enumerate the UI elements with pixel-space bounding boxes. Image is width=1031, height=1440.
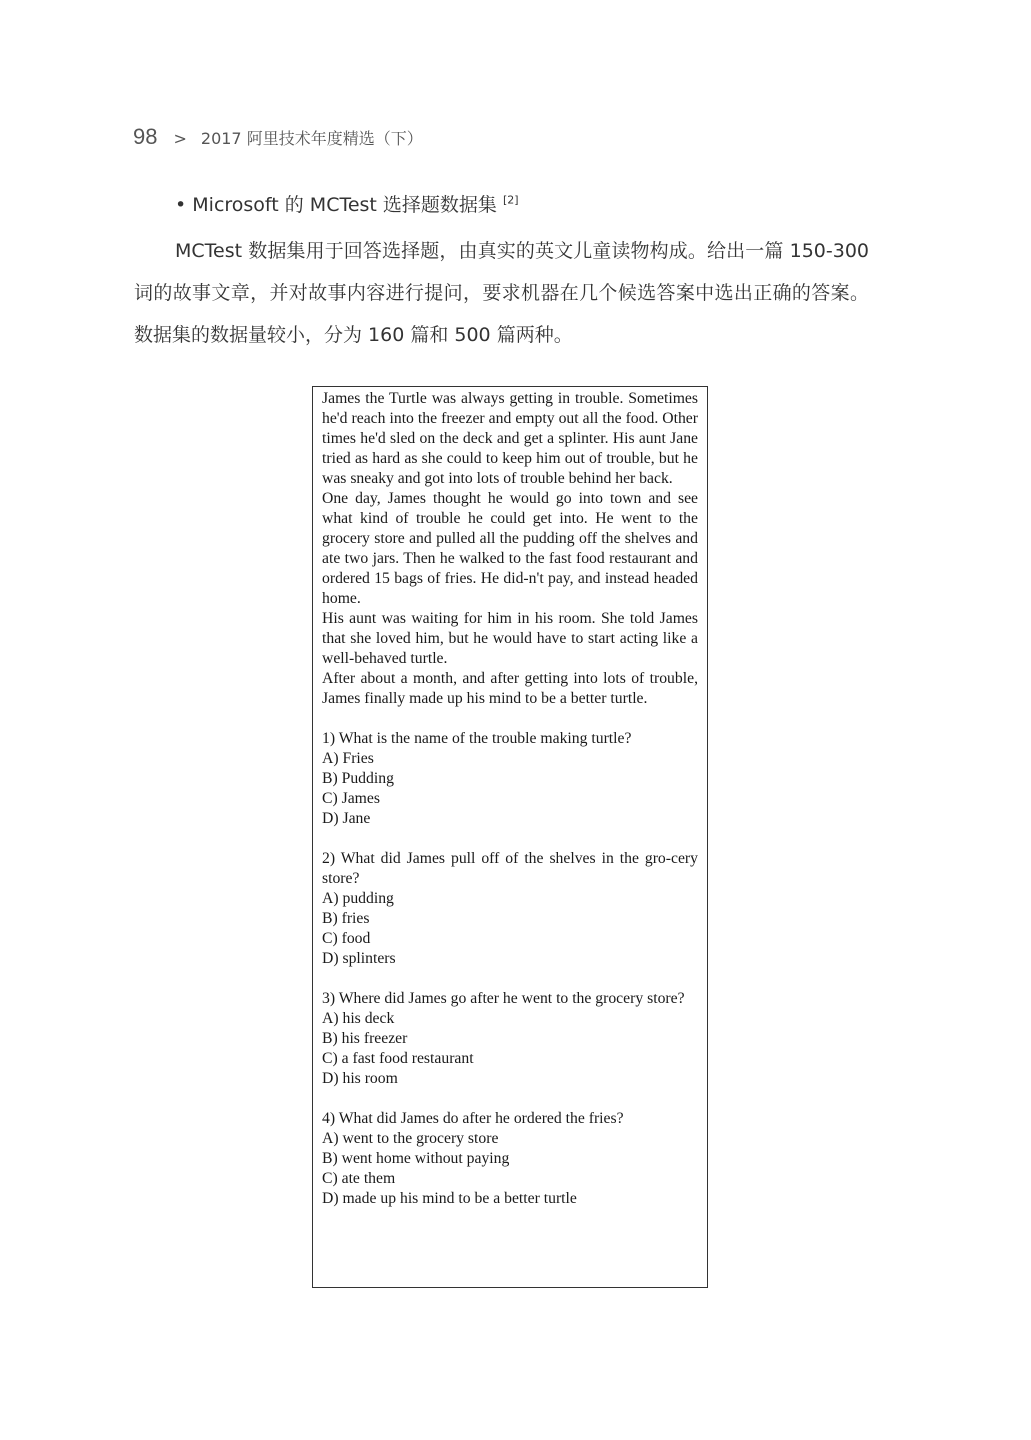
answer-option: C) ate them bbox=[322, 1170, 396, 1187]
answer-option: C) a fast food restaurant bbox=[322, 1050, 474, 1067]
story-text bbox=[322, 389, 698, 709]
answer-option: A) went to the grocery store bbox=[322, 1130, 499, 1147]
section-heading bbox=[175, 190, 519, 217]
header-separator: > bbox=[173, 129, 187, 148]
question-block bbox=[322, 849, 698, 969]
answer-option: D) his room bbox=[322, 1070, 398, 1087]
answer-option: D) splinters bbox=[322, 950, 396, 967]
answer-option: D) made up his mind to be a better turtle bbox=[322, 1190, 577, 1207]
answer-option: B) Pudding bbox=[322, 770, 394, 787]
story-paragraph: His aunt was waiting for him in his room. She told James that she loved him, but he would have to start acting like a well-behaved turtle. bbox=[322, 610, 698, 667]
answer-option: A) his deck bbox=[322, 1010, 395, 1027]
body-paragraph: MCTest 数据集用于回答选择题，由真实的英文儿童读物构成。给出一篇 150-300 词的故事文章，并对故事内容进行提问，要求机器在几个候选答案中选出正确的答案。数据集的数据量较小，分为 160 篇和 500 篇两种。 bbox=[134, 240, 869, 346]
answer-option: C) food bbox=[322, 930, 371, 947]
question-block bbox=[322, 1109, 698, 1209]
bullet-icon: • bbox=[175, 194, 187, 216]
mctest-example-figure bbox=[312, 386, 708, 1288]
answer-option: A) pudding bbox=[322, 890, 394, 907]
story-paragraph: One day, James thought he would go into town and see what kind of trouble he could get into. He went to the grocery store and pulled all the pudding off the shelves and ate two jars. Then he walked to the fast food restaurant and ordered 15 bags of fries. He did-n't pay, and instead headed home. bbox=[322, 490, 698, 607]
answer-option: B) his freezer bbox=[322, 1030, 408, 1047]
answer-option: A) Fries bbox=[322, 750, 374, 767]
running-title: 2017 阿里技术年度精选（下） bbox=[200, 129, 423, 148]
question-block bbox=[322, 729, 698, 829]
citation-marker: [2] bbox=[502, 193, 519, 207]
story-paragraph: After about a month, and after getting into lots of trouble, James finally made up his mind to be a better turtle. bbox=[322, 670, 698, 707]
story-paragraph: James the Turtle was always getting in trouble. Sometimes he'd reach into the freezer and empty out all the food. Other times he'd sled on the deck and get a splinter. His aunt Jane tried as hard as she could to keep him out of trouble, but he was sneaky and got into lots of trouble behind her back. bbox=[322, 390, 698, 487]
question-text: 1) What is the name of the trouble making turtle? bbox=[322, 730, 632, 747]
question-text: 2) What did James pull off of the shelves in the gro-cery store? bbox=[322, 850, 698, 887]
answer-option: D) Jane bbox=[322, 810, 371, 827]
question-text: 3) Where did James go after he went to the grocery store? bbox=[322, 990, 685, 1007]
question-block bbox=[322, 989, 698, 1089]
page-header bbox=[133, 124, 423, 150]
answer-option: B) fries bbox=[322, 910, 370, 927]
answer-option: B) went home without paying bbox=[322, 1150, 510, 1167]
page-number: 98 bbox=[133, 124, 158, 149]
question-text: 4) What did James do after he ordered the fries? bbox=[322, 1110, 624, 1127]
section-heading-text: Microsoft 的 MCTest 选择题数据集 bbox=[192, 194, 497, 216]
answer-option: C) James bbox=[322, 790, 380, 807]
